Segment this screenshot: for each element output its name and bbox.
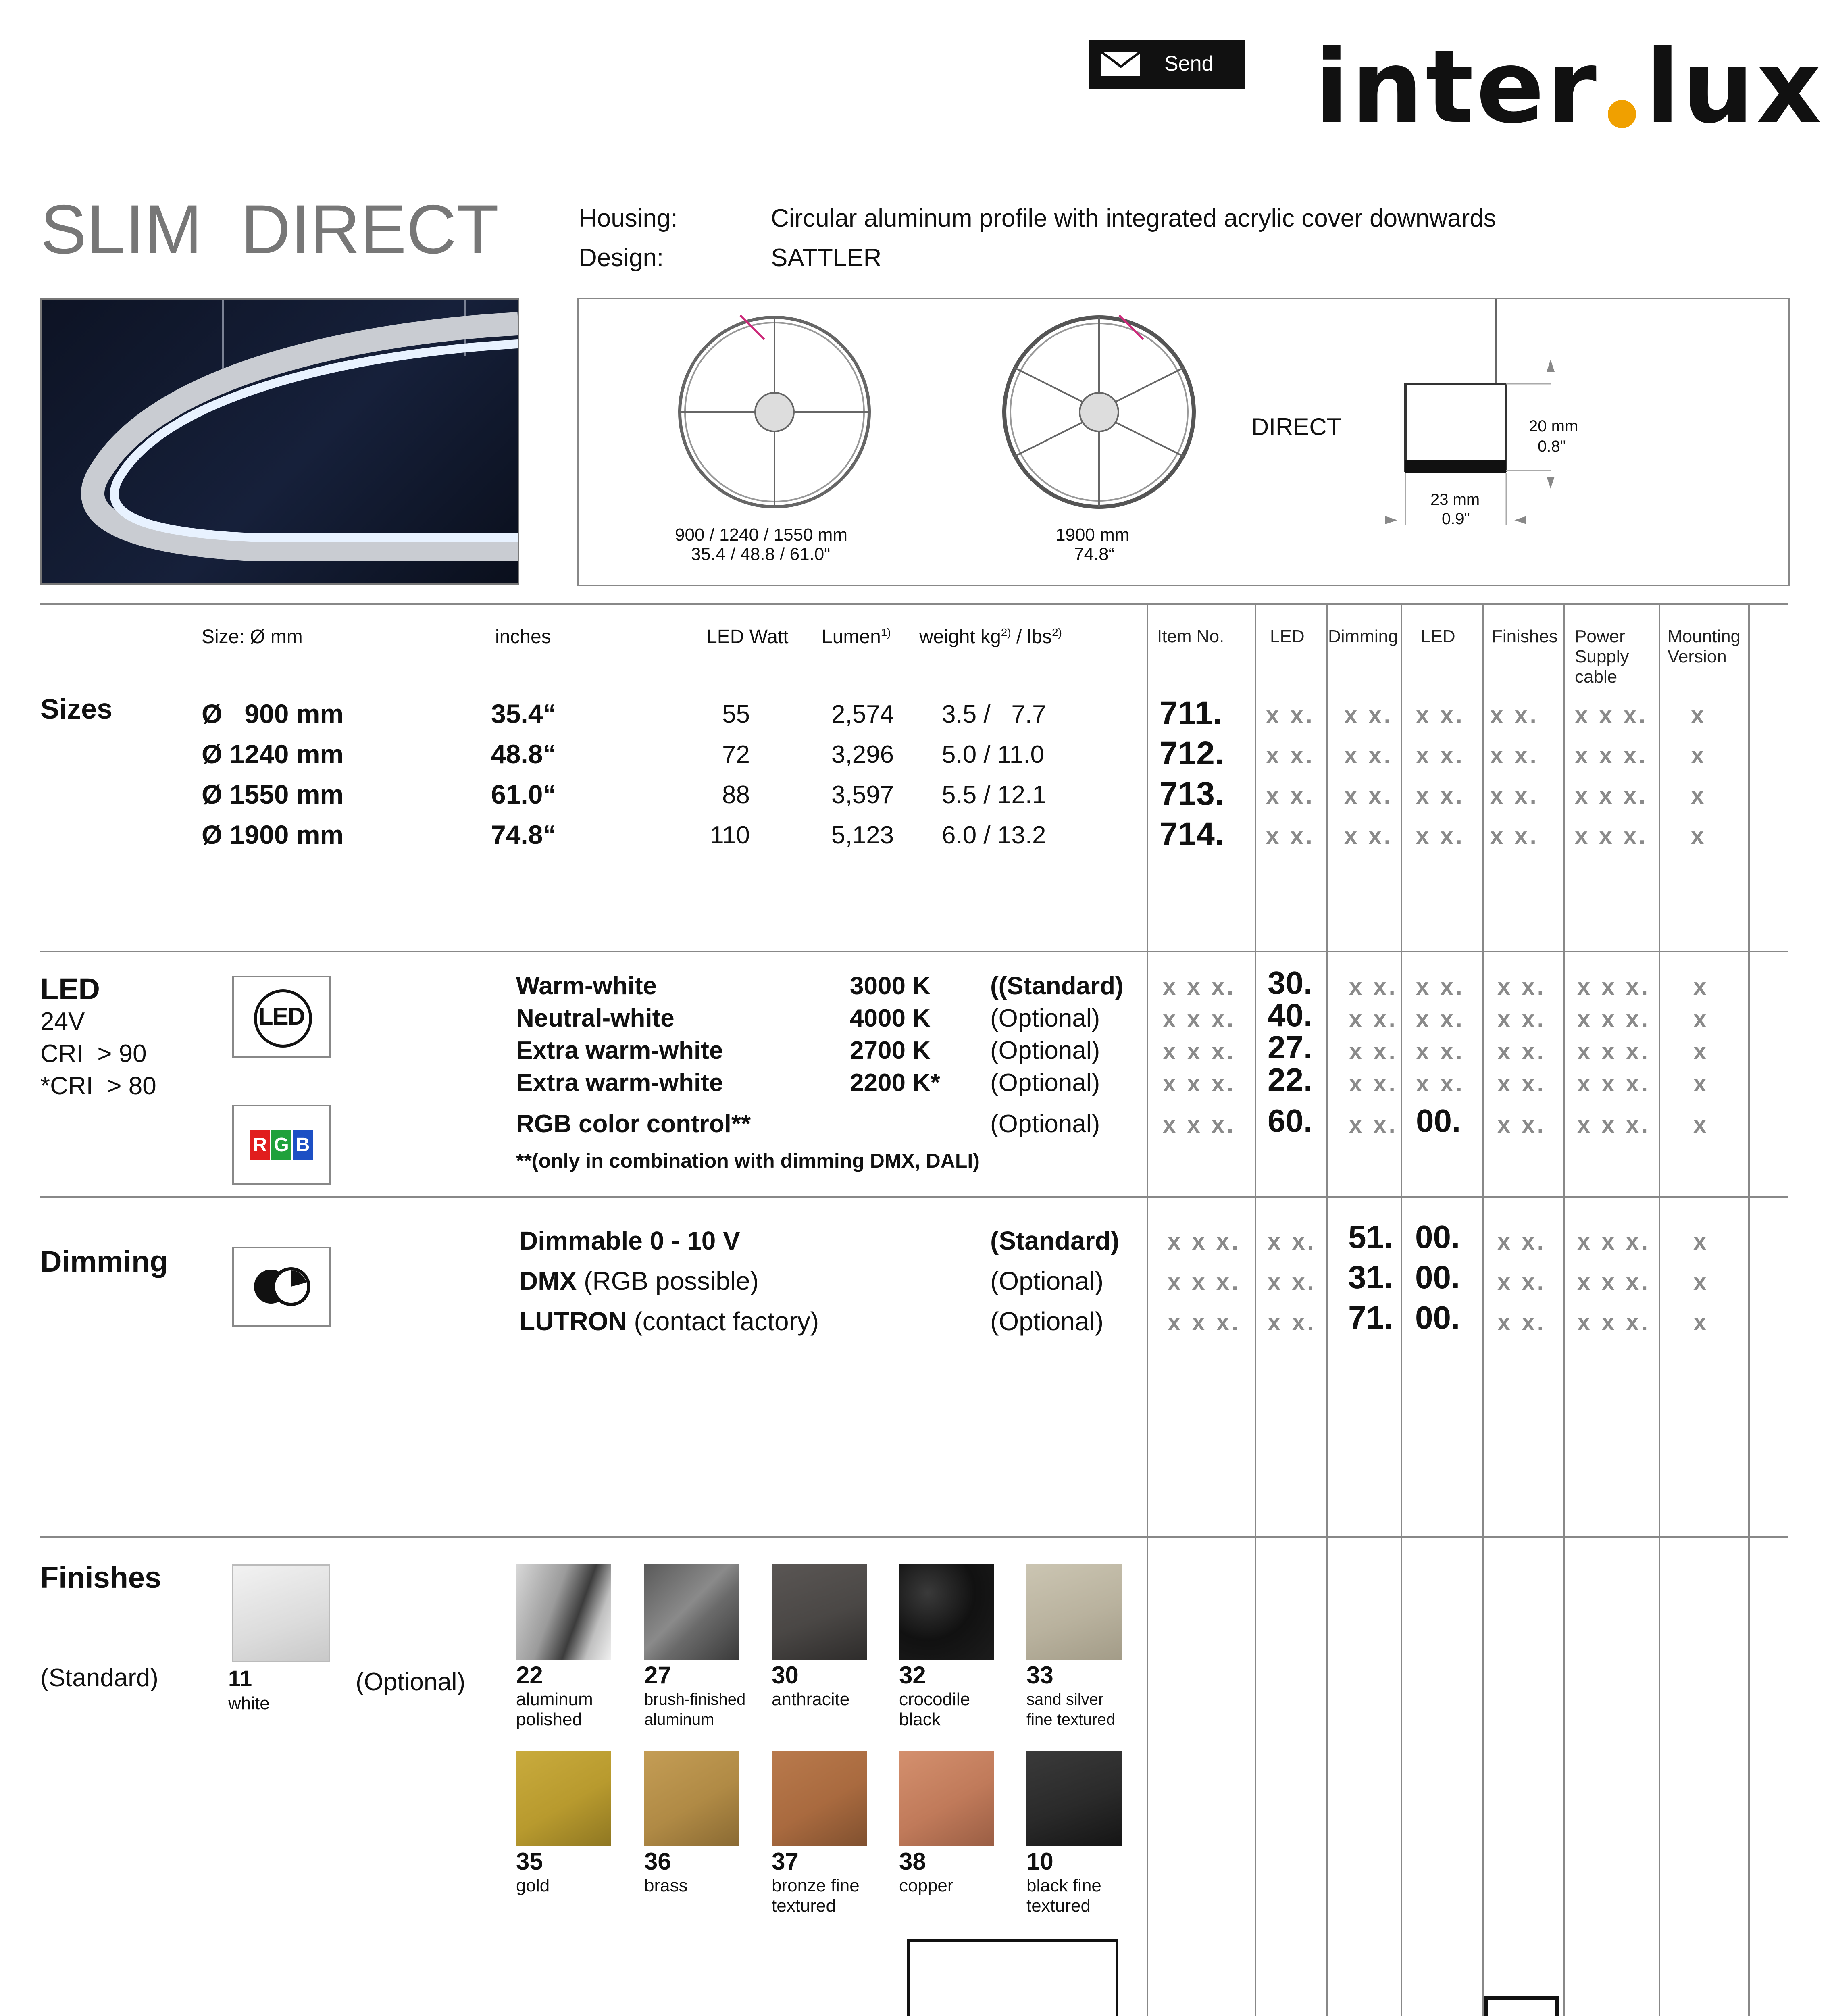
finish-swatch-37[interactable] bbox=[772, 1751, 867, 1846]
grid-col-8 bbox=[1748, 603, 1750, 2016]
height-mm: 20 mm bbox=[1529, 417, 1578, 435]
custom-finish-box[interactable] bbox=[907, 1939, 1118, 2016]
col-header-dimming: Dimming bbox=[1328, 627, 1398, 646]
led-cri-1: CRI > 90 bbox=[40, 1040, 147, 1068]
datasheet-page: Send inter lux SLIM DIRECT Housing: Circular aluminum profile with integrated acrylic cover downwards Design: SATTLER 900 / 1240 / 1550 mm 35.4 / 48.8 / 61.0“ 1900 mm 74.8“ DIRECT 20 mm 0.8" 23 mm 0.9" Size: Ø mm inches LED Watt Lumen$^{1)}$ weight $kg^{2)} / lbs^{2)}$ Item No. LED Dimming LED Finishes Power Supply cable Mounting Version Sizes Ø 900 mm 35.4“ 55 2,574 3.5 / 7.7 711. x x. x x. x x. x x. x x x. x Ø 1240 mm 48.8“ 72 3,296 5.0 / 11.0 712. x x. x x. x x. x x. x x x. x Ø 1550 mm 61.0“ 88 3,597 5.5 / 12.1 713. x x. x x. x x. x x. x x x. x Ø 1900 mm 74.8“ 110 5,123 6.0 / 13.2 714. x x. x x. x x. x x. x x x. x LED 24V CRI > 90 *CRI > 80 LED R G B Warm-white 3000 K ((Standard) x x x. 30. x x. x x. x x. x x x. x Neutral-white 4000 K (Optional) x x x. 40. x x. x x. x x. x x x. x Extra warm-white 2700 K (Optional) x x x. 27. x x. x x. x x. x x x. x Extra warm-white 2200 K* (Optional) x x x. 22. x x. x x. x x. x x x. x RGB color control** (Optional) x x x. 60. x x. 00. x x. x x x. x **(only in combination with dimming DMX, DALI) Dimming Dimmable 0 - 10 V (Standard) x x x. x x. 51. 00. x x. x x x. x DMX (RGB possible) (Optional) x x x. x x. 31. 00. x x. x x x. x LUTRON (contact factory) (Optional) x x x. x x. 71. 00. x x. x x x. x Finishes (Standard) (Optional) 11 white 22 aluminum polished 27 brush-finished aluminum 30 anthracite 32 crocodile black 33 sand silver fine textured 35 gold 36 brass 37 bronze fine textured 38 copper 10 black fine textured bbox=[0, 0, 1832, 2016]
led-voltage: 24V bbox=[40, 1008, 85, 1035]
page-title: SLIM DIRECT bbox=[40, 191, 499, 268]
col-header-led: LED bbox=[1270, 627, 1305, 646]
col-header-mounting-version: Mounting Version bbox=[1668, 627, 1741, 666]
finish-swatch-22[interactable] bbox=[516, 1564, 611, 1660]
grid-line-top bbox=[40, 603, 1788, 605]
technical-drawings bbox=[577, 298, 1790, 586]
small-ring-caption-2: 35.4 / 48.8 / 61.0“ bbox=[691, 544, 830, 564]
col-header-weight: weight $kg^{2)} / lbs^{2)}$ bbox=[919, 626, 1062, 648]
finish-swatch-38[interactable] bbox=[899, 1751, 994, 1846]
finishes-standard-label: (Standard) bbox=[40, 1664, 158, 1692]
section-title-dimming: Dimming bbox=[40, 1245, 168, 1278]
finish-swatch-33[interactable] bbox=[1026, 1564, 1122, 1660]
design-label: Design: bbox=[579, 244, 664, 272]
rgb-icon: R G B bbox=[232, 1105, 331, 1185]
section-title-finishes: Finishes bbox=[40, 1561, 162, 1594]
grid-col-7 bbox=[1659, 603, 1660, 2016]
finish-code-white: 11 bbox=[228, 1666, 252, 1691]
grid-col-6 bbox=[1563, 603, 1565, 2016]
product-photo bbox=[40, 298, 519, 585]
send-button[interactable] bbox=[1089, 40, 1245, 89]
design-value: SATTLER bbox=[771, 244, 882, 272]
grid-col-4 bbox=[1401, 603, 1402, 2016]
dimmer-knob-icon bbox=[234, 1248, 329, 1325]
housing-value: Circular aluminum profile with integrated acrylic cover downwards bbox=[771, 204, 1496, 232]
height-in: 0.8" bbox=[1538, 437, 1566, 455]
grid-line-finishes bbox=[40, 1536, 1788, 1538]
finishes-optional-label: (Optional) bbox=[356, 1668, 466, 1696]
dimming-icon bbox=[232, 1247, 331, 1327]
logo-text-left: inter bbox=[1314, 28, 1599, 146]
large-ring-caption-1: 1900 mm bbox=[1055, 525, 1130, 545]
grid-col-1 bbox=[1147, 603, 1148, 2016]
grid-line-led bbox=[40, 951, 1788, 952]
logo-dot bbox=[1608, 100, 1636, 128]
grid-col-2 bbox=[1255, 603, 1256, 2016]
large-ring-caption-2: 74.8“ bbox=[1074, 544, 1115, 564]
envelope-icon bbox=[1101, 51, 1141, 77]
finish-name-white: white bbox=[228, 1693, 270, 1713]
col-header-led-2: LED bbox=[1421, 627, 1455, 646]
finish-swatch-30[interactable] bbox=[772, 1564, 867, 1660]
col-header-finishes: Finishes bbox=[1492, 627, 1558, 646]
finish-swatch-white[interactable] bbox=[232, 1564, 330, 1662]
grid-col-5 bbox=[1482, 603, 1484, 2016]
section-title-sizes: Sizes bbox=[40, 693, 112, 725]
col-header-item-no: Item No. bbox=[1157, 627, 1224, 646]
send-label: Send bbox=[1164, 52, 1214, 75]
width-in: 0.9" bbox=[1442, 510, 1470, 528]
ring-drawing-small bbox=[680, 315, 869, 507]
col-header-lumen: Lumen$^{1)}$ bbox=[822, 626, 891, 648]
col-header-power-supply-cable: Power Supply cable bbox=[1575, 627, 1629, 687]
led-cri-2: *CRI > 80 bbox=[40, 1072, 156, 1100]
finish-code-input[interactable] bbox=[1484, 1996, 1559, 2016]
interlux-logo bbox=[1314, 28, 1824, 146]
col-header-led-watt: LED Watt bbox=[706, 626, 789, 648]
finish-swatch-32[interactable] bbox=[899, 1564, 994, 1660]
logo-text-right: lux bbox=[1645, 28, 1824, 146]
col-header-inches: inches bbox=[495, 626, 551, 648]
finish-swatch-36[interactable] bbox=[644, 1751, 739, 1846]
finish-swatch-27[interactable] bbox=[644, 1564, 739, 1660]
finish-swatch-10[interactable] bbox=[1026, 1751, 1122, 1846]
finish-swatch-35[interactable] bbox=[516, 1751, 611, 1846]
section-title-led: LED bbox=[40, 972, 100, 1006]
luminaire-ring-image bbox=[42, 300, 518, 583]
led-icon: LED bbox=[232, 976, 331, 1058]
small-ring-caption-1: 900 / 1240 / 1550 mm bbox=[675, 525, 848, 545]
housing-label: Housing: bbox=[579, 204, 678, 232]
direct-label: DIRECT bbox=[1251, 413, 1342, 440]
col-header-size: Size: Ø mm bbox=[202, 626, 303, 648]
width-mm: 23 mm bbox=[1430, 491, 1480, 508]
rgb-note: **(only in combination with dimming DMX, DALI) bbox=[516, 1150, 980, 1172]
grid-line-dimming bbox=[40, 1196, 1788, 1198]
grid-col-3 bbox=[1326, 603, 1328, 2016]
ring-drawing-large bbox=[1004, 315, 1194, 507]
